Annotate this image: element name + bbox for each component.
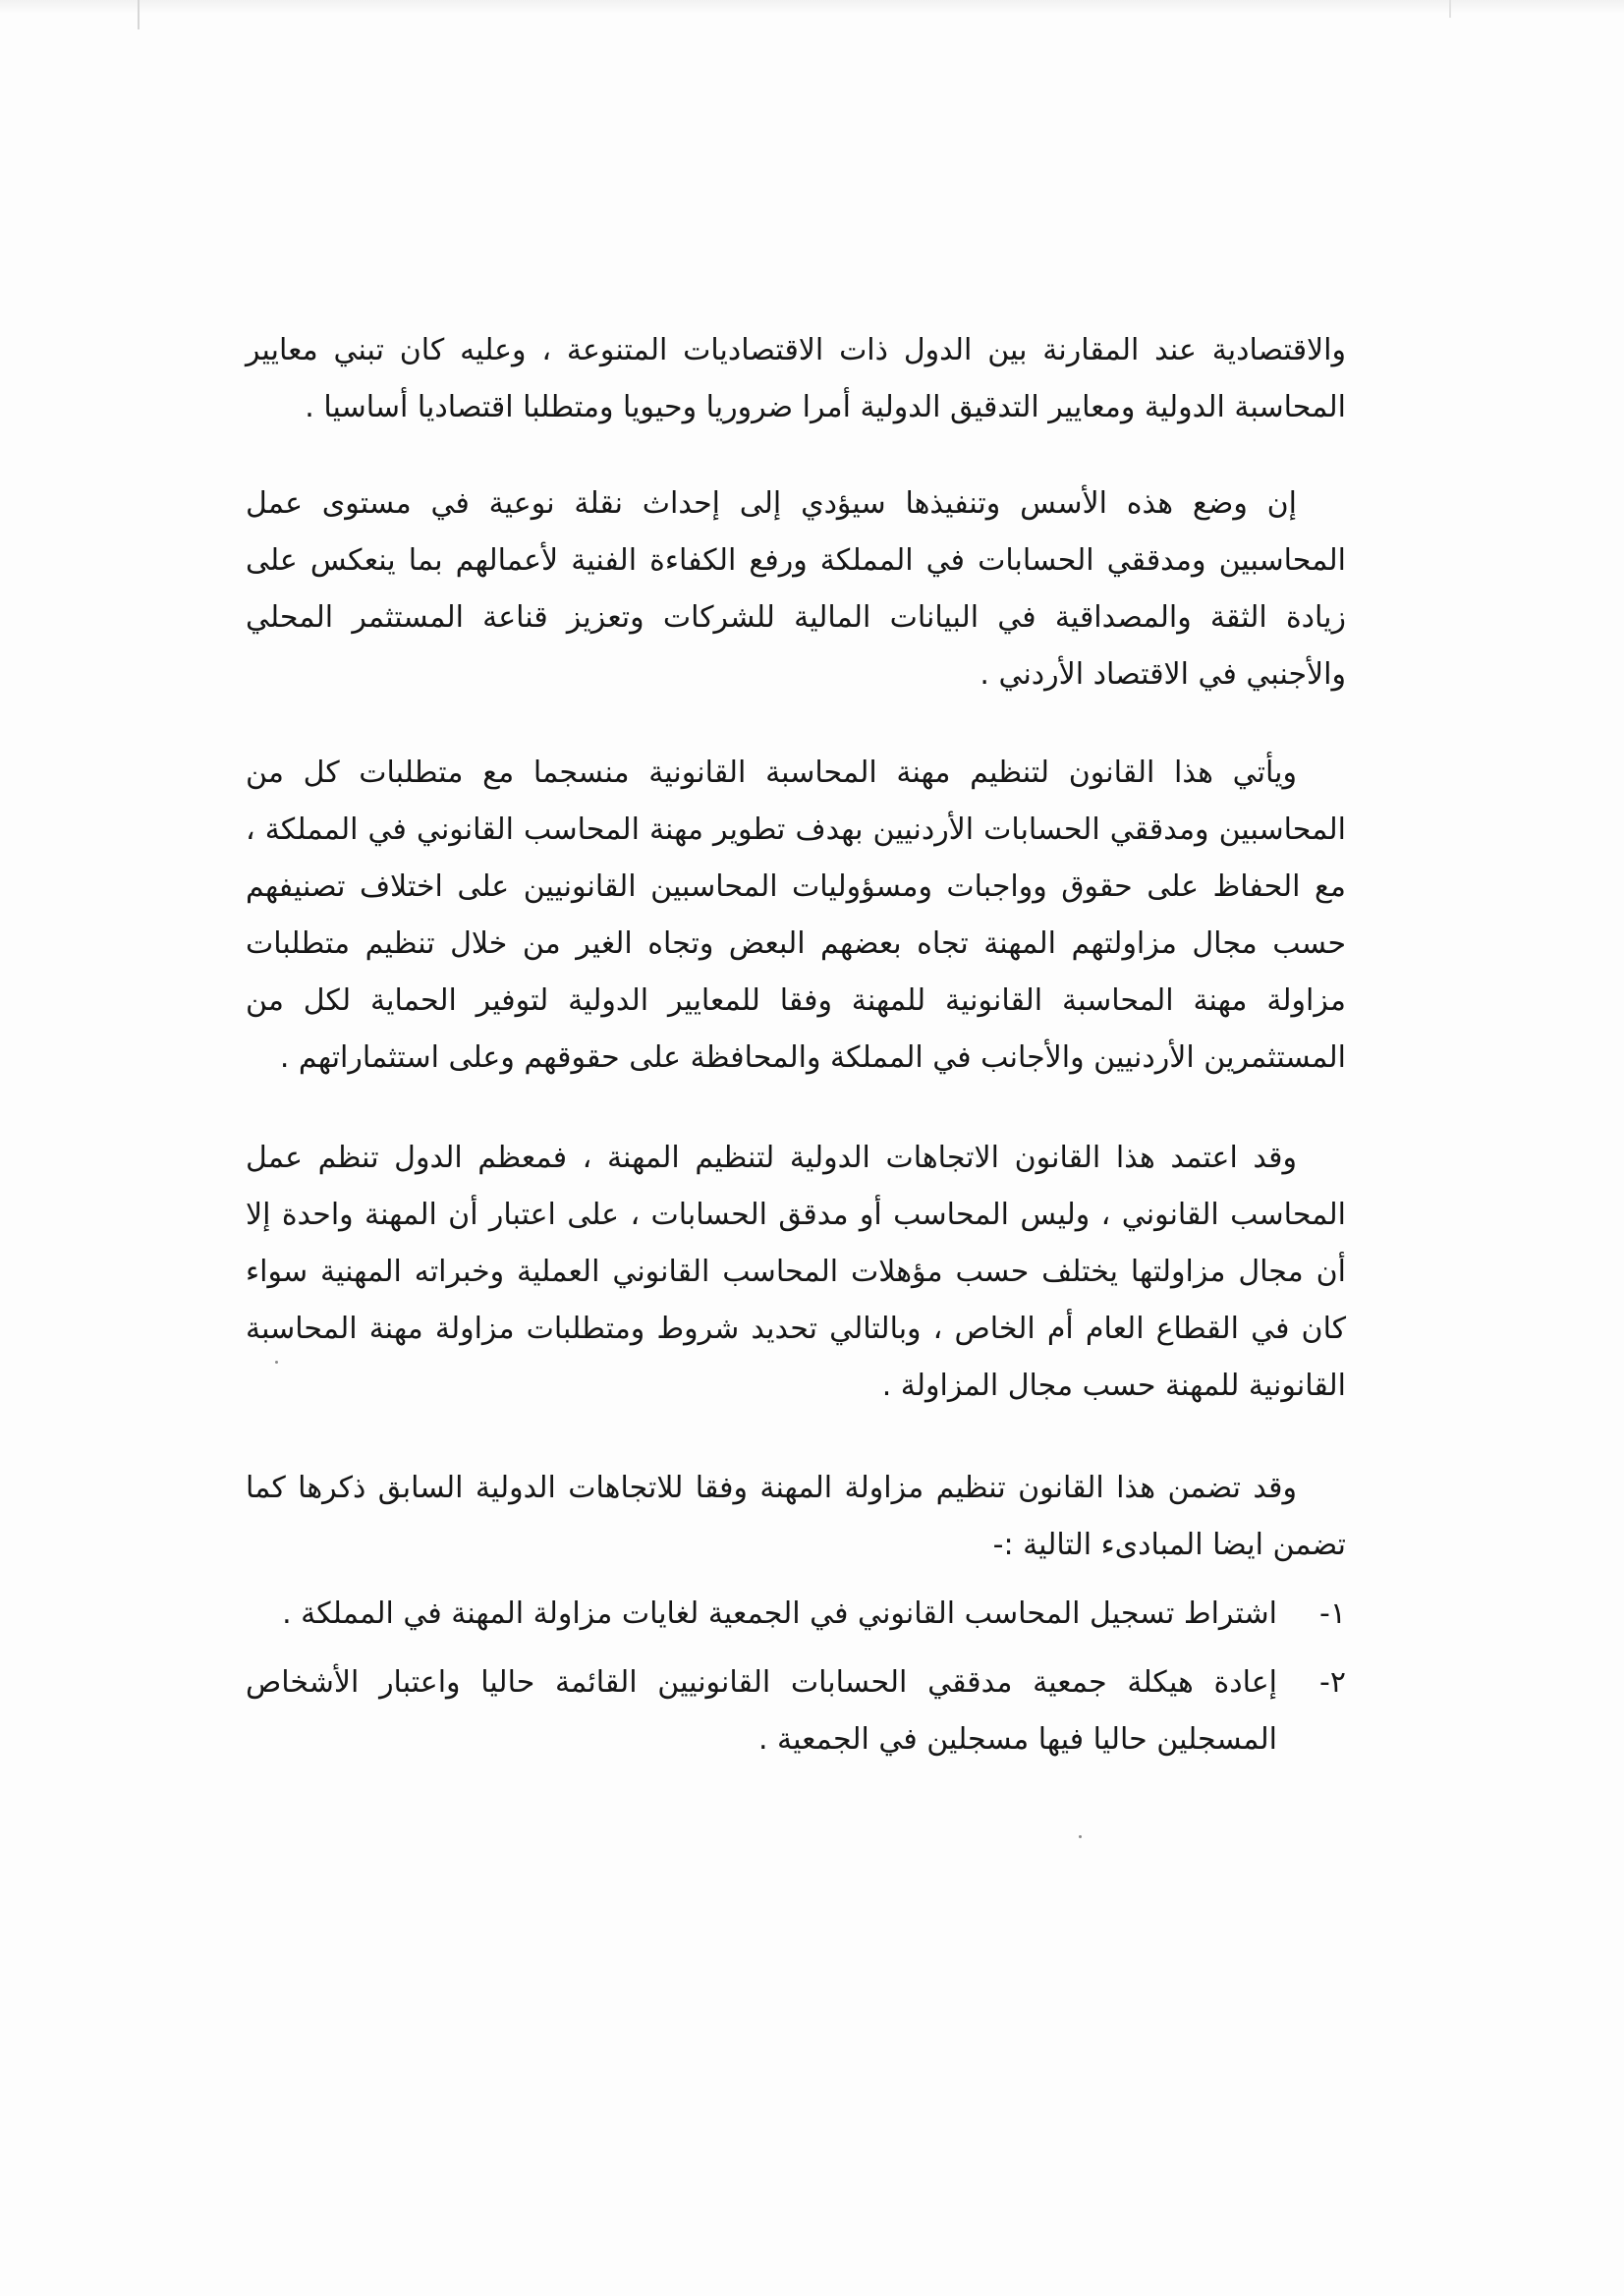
- list-item-number: ١-: [1319, 1596, 1346, 1631]
- paragraph-international-trends: وقد اعتمد هذا القانون الاتجاهات الدولية لتنظيم المهنة ، فمعظم الدول تنظم عمل المحاسب القانوني ، وليس المحاسب أو مدقق الحسابات ، على اعتبار أن المهنة واحدة إلا أن مجال مزاولتها يختلف حسب مؤهلات المحاسب القانوني العملية وخبراته المهنية سواء كان في القطاع العام أم الخاص ، وبالتالي تحديد شروط ومتطلبات مزاولة مهنة المحاسبة القانونية للمهنة حسب مجال المزاولة .: [246, 1141, 1346, 1403]
- principles-list: [246, 1586, 1346, 1768]
- list-item: [246, 1586, 1346, 1643]
- scan-mark: [1449, 0, 1451, 18]
- document-body: [246, 322, 1346, 1768]
- list-item-number: ٢-: [1319, 1665, 1346, 1700]
- paragraph-intro-continuation: والاقتصادية عند المقارنة بين الدول ذات الاقتصاديات المتنوعة ، وعليه كان تبني معايير المحاسبة الدولية ومعايير التدقيق الدولية أمرا ضروريا وحيويا ومتطلبا اقتصاديا أساسيا .: [246, 333, 1346, 424]
- paragraph-law-purpose: ويأتي هذا القانون لتنظيم مهنة المحاسبة القانونية منسجما مع متطلبات كل من المحاسبين ومدققي الحسابات الأردنيين بهدف تطوير مهنة المحاسب القانوني في المملكة ، مع الحفاظ على حقوق وواجبات ومسؤوليات المحاسبين القانونيين على اختلاف تصنيفهم حسب مجال مزاولتهم المهنة تجاه بعضهم البعض وتجاه الغير من خلال تنظيم متطلبات مزاولة مهنة المحاسبة القانونية للمهنة وفقا للمعايير الدولية لتوفير الحماية لكل من المستثمرين الأردنيين والأجانب في المملكة والمحافظة على حقوقهم وعلى استثماراتهم .: [246, 756, 1346, 1075]
- scan-speck: [1079, 1835, 1082, 1838]
- list-item: [246, 1654, 1346, 1768]
- paragraph-principles-intro: وقد تضمن هذا القانون تنظيم مزاولة المهنة وفقا للاتجاهات الدولية السابق ذكرها كما تضمن ايضا المبادىء التالية :-: [246, 1471, 1346, 1562]
- list-item-text: إعادة هيكلة جمعية مدققي الحسابات القانونيين القائمة حاليا واعتبار الأشخاص المسجلين حاليا فيها مسجلين في الجمعية .: [246, 1665, 1277, 1757]
- paragraph-impact: إن وضع هذه الأسس وتنفيذها سيؤدي إلى إحداث نقلة نوعية في مستوى عمل المحاسبين ومدققي الحسابات في المملكة ورفع الكفاءة الفنية لأعمالهم بما ينعكس على زيادة الثقة والمصداقية في البيانات المالية للشركات وتعزيز قناعة المستثمر المحلي والأجنبي في الاقتصاد الأردني .: [246, 486, 1346, 692]
- scan-speck: [275, 1361, 278, 1364]
- list-item-text: اشتراط تسجيل المحاسب القانوني في الجمعية لغايات مزاولة المهنة في المملكة .: [282, 1596, 1277, 1631]
- scan-top-edge: [0, 0, 1624, 14]
- scan-mark: [138, 0, 140, 29]
